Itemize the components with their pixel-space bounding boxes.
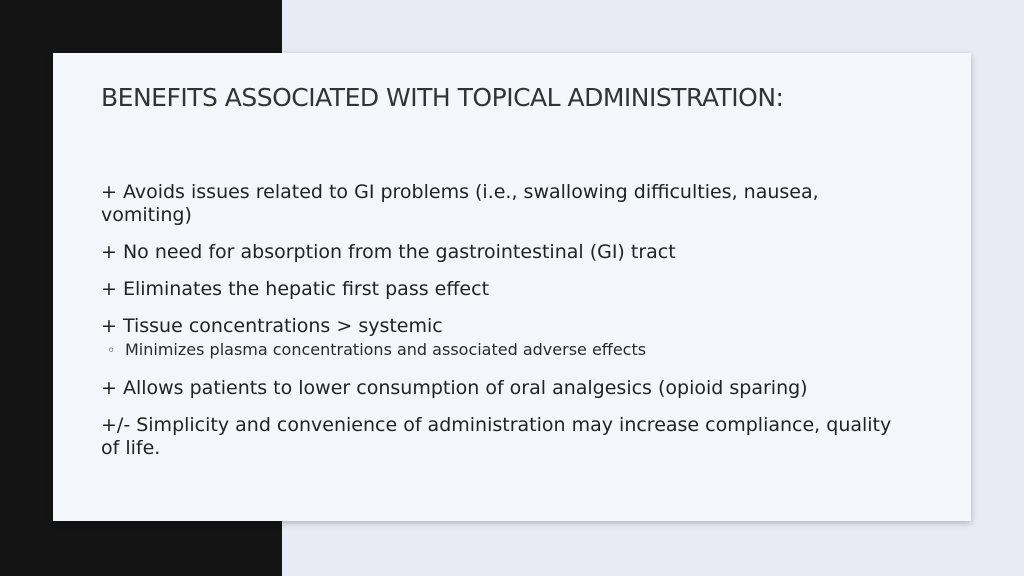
bullet-opioid-sparing: + Allows patients to lower consumption of oral analgesics (opioid sparing)	[101, 377, 808, 399]
sub-bullet-text: Minimizes plasma concentrations and associated adverse effects	[125, 340, 647, 359]
bullet-first-pass: + Eliminates the hepatic first pass effect	[101, 278, 490, 300]
sub-bullet-marker: ◦	[107, 343, 116, 359]
slide-title: BENEFITS ASSOCIATED WITH TOPICAL ADMINISTRATION:	[101, 83, 784, 112]
bullet-compliance: +/- Simplicity and convenience of administration may increase compliance, quality of life.	[101, 414, 892, 459]
bullet-list	[101, 181, 901, 474]
bullet-tissue-concentrations: + Tissue concentrations > systemic	[101, 315, 443, 337]
content-card	[53, 53, 971, 521]
bullet-gi-problems: + Avoids issues related to GI problems (i.e., swallowing difficulties, nausea, vomiting)	[101, 181, 819, 226]
bullet-no-absorption: + No need for absorption from the gastrointestinal (GI) tract	[101, 241, 676, 263]
sub-bullet-plasma	[107, 340, 901, 361]
